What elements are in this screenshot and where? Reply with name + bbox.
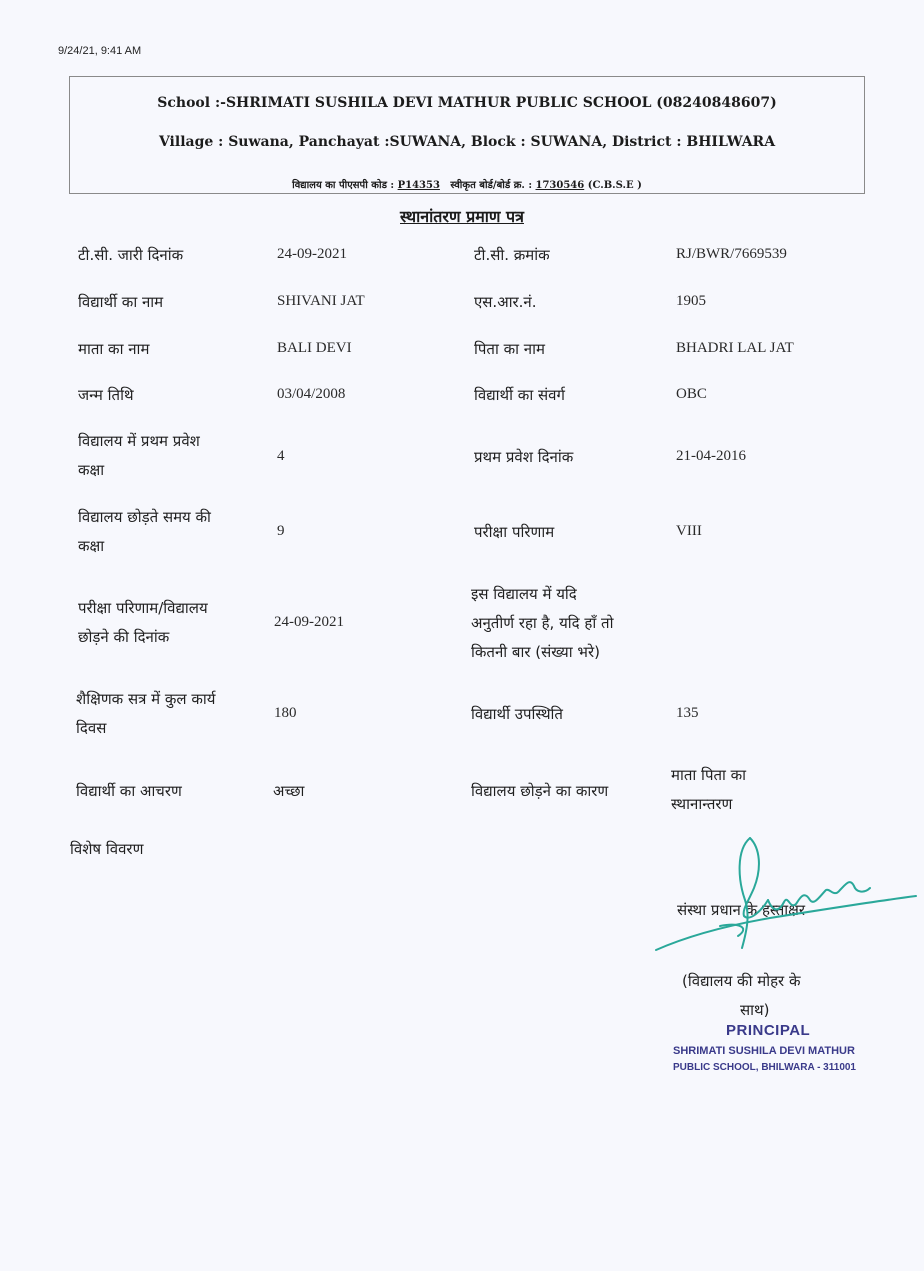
school-codes-line xyxy=(70,177,864,191)
leaving-class-label: विद्यालय छोड़ते समय की कक्षा xyxy=(78,508,211,555)
stamp-title: PRINCIPAL xyxy=(726,1022,811,1039)
category-label: विद्यार्थी का संवर्ग xyxy=(474,386,565,404)
board-name: (C.B.S.E ) xyxy=(587,180,642,191)
school-address-line: Village : Suwana, Panchayat :SUWANA, Block : SUWANA, District : BHILWARA xyxy=(158,134,776,150)
working-days-value: 180 xyxy=(274,705,297,721)
psp-code-value: P14353 xyxy=(397,180,440,191)
mother-name-value: BALI DEVI xyxy=(277,340,352,356)
result-leaving-date-value: 24-09-2021 xyxy=(274,614,344,630)
working-days-label: शैक्षिणक सत्र में कुल कार्य दिवस xyxy=(76,690,216,737)
seal-note: (विद्यालय की मोहर के साथ) xyxy=(682,972,801,1019)
school-name-line: School :-SHRIMATI SUSHILA DEVI MATHUR PUBLIC SCHOOL (08240848607) xyxy=(157,95,777,111)
leaving-class-value: 9 xyxy=(277,523,285,539)
father-name-label: पिता का नाम xyxy=(474,340,545,358)
conduct-value: अच्छा xyxy=(273,782,305,800)
result-leaving-date-label: परीक्षा परिणाम/विद्यालय छोड़ने की दिनांक xyxy=(78,599,208,646)
first-admission-date-value: 21-04-2016 xyxy=(676,448,746,464)
first-admission-class-value: 4 xyxy=(277,448,285,464)
sr-number-label: एस.आर.नं. xyxy=(474,293,537,311)
sr-number-value: 1905 xyxy=(676,293,706,309)
exam-result-value: VIII xyxy=(676,523,702,539)
conduct-label: विद्यार्थी का आचरण xyxy=(76,782,182,800)
tc-issue-date-value: 24-09-2021 xyxy=(277,246,347,262)
tc-number-label: टी.सी. क्रमांक xyxy=(474,246,550,264)
first-admission-date-label: प्रथम प्रवेश दिनांक xyxy=(474,448,574,466)
principal-signature-icon xyxy=(650,830,920,970)
student-name-value: SHIVANI JAT xyxy=(277,293,365,309)
document-title: स्थानांतरण प्रमाण पत्र xyxy=(400,207,524,226)
remarks-label: विशेष विवरण xyxy=(70,840,144,858)
exam-result-label: परीक्षा परिणाम xyxy=(474,523,555,541)
tc-number-value: RJ/BWR/7669539 xyxy=(676,246,787,262)
failed-times-label: इस विद्यालय में यदि अनुतीर्ण रहा है, यदि हाँ तो कितनी बार (संख्या भरे) xyxy=(471,585,614,661)
attendance-label: विद्यार्थी उपस्थिति xyxy=(471,705,563,723)
print-timestamp: 9/24/21, 9:41 AM xyxy=(58,45,142,57)
stamp-line2: PUBLIC SCHOOL, BHILWARA - 311001 xyxy=(673,1062,856,1073)
leaving-reason-label: विद्यालय छोड़ने का कारण xyxy=(471,782,609,800)
mother-name-label: माता का नाम xyxy=(78,340,150,358)
dob-value: 03/04/2008 xyxy=(277,386,346,402)
school-header xyxy=(69,76,865,194)
stamp-line1: SHRIMATI SUSHILA DEVI MATHUR xyxy=(673,1045,855,1057)
student-name-label: विद्यार्थी का नाम xyxy=(78,293,164,311)
leaving-reason-value: माता पिता का स्थानान्तरण xyxy=(671,766,747,813)
first-admission-class-label: विद्यालय में प्रथम प्रवेश कक्षा xyxy=(78,432,200,479)
psp-code-label: विद्यालय का पीएसपी कोड : xyxy=(292,180,395,191)
dob-label: जन्म तिथि xyxy=(78,386,134,404)
board-no-label: स्वीकृत बोर्ड/बोर्ड क्र. : xyxy=(450,180,533,191)
father-name-value: BHADRI LAL JAT xyxy=(676,340,794,356)
category-value: OBC xyxy=(676,386,707,402)
signatory-label: संस्था प्रधान के हस्ताक्षर xyxy=(677,901,806,919)
tc-issue-date-label: टी.सी. जारी दिनांक xyxy=(78,246,184,264)
board-no-value: 1730546 xyxy=(535,180,585,191)
attendance-value: 135 xyxy=(676,705,699,721)
